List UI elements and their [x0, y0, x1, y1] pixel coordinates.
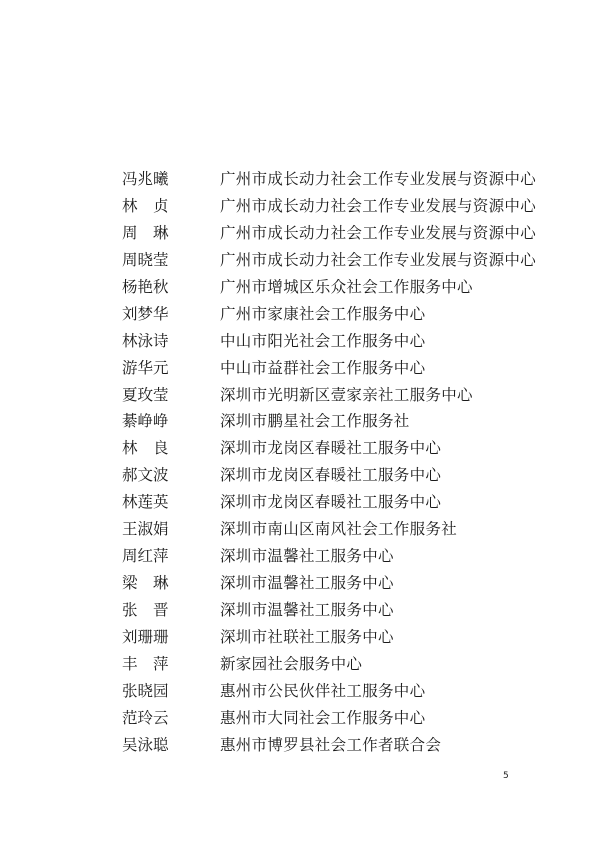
list-item	[122, 193, 542, 220]
organization-name: 中山市益群社会工作服务中心	[220, 358, 426, 377]
organization-name: 深圳市温馨社工服务中心	[220, 601, 394, 619]
person-name: 吴泳聪	[122, 735, 169, 754]
organization-name: 深圳市南山区南风社会工作服务社	[220, 520, 458, 539]
organization-name: 深圳市温馨社工服务中心	[220, 547, 394, 566]
person-name: 王淑娟	[122, 520, 169, 539]
list-item	[122, 624, 542, 651]
organization-name: 深圳市温馨社工服务中心	[220, 574, 394, 593]
list-item	[122, 166, 542, 193]
list-item	[122, 274, 542, 301]
list-item	[122, 597, 542, 624]
page-number: 5	[503, 771, 509, 781]
organization-name: 深圳市光明新区壹家亲社工服务中心	[220, 385, 473, 404]
list-item	[122, 678, 542, 705]
organization-name: 广州市成长动力社会工作专业发展与资源中心	[220, 170, 537, 188]
list-item	[122, 489, 542, 516]
person-name: 周 琳	[122, 223, 169, 242]
person-name: 刘珊珊	[122, 627, 169, 646]
organization-name: 深圳市龙岗区春暖社工服务中心	[220, 493, 442, 512]
person-name: 张 晋	[122, 601, 169, 619]
list-item	[122, 543, 542, 570]
organization-name: 新家园社会服务中心	[220, 654, 363, 673]
list-item	[122, 570, 542, 597]
person-name: 杨艳秋	[122, 277, 169, 296]
organization-name: 深圳市鹏星社会工作服务社	[220, 412, 410, 431]
list-item	[122, 462, 542, 489]
organization-name: 广州市成长动力社会工作专业发展与资源中心	[220, 223, 537, 242]
organization-name: 惠州市公民伙伴社工服务中心	[220, 681, 426, 700]
person-name: 冯兆曦	[122, 170, 169, 188]
person-name: 游华元	[122, 358, 169, 377]
organization-name: 惠州市大同社会工作服务中心	[220, 708, 426, 727]
person-name: 郝文波	[122, 466, 169, 485]
list-item	[122, 732, 542, 759]
list-item	[122, 328, 542, 355]
list-item	[122, 705, 542, 732]
person-name: 林 贞	[122, 196, 169, 215]
list-item	[122, 301, 542, 328]
person-name: 范玲云	[122, 708, 169, 727]
list-item	[122, 435, 542, 462]
organization-name: 深圳市龙岗区春暖社工服务中心	[220, 466, 442, 485]
person-name: 林莲英	[122, 493, 169, 512]
person-name: 周红萍	[122, 547, 169, 566]
list-item	[122, 382, 542, 409]
person-name: 张晓园	[122, 681, 169, 700]
name-list	[122, 166, 542, 759]
list-item	[122, 651, 542, 678]
person-name: 刘梦华	[122, 304, 169, 323]
list-item	[122, 408, 542, 435]
organization-name: 广州市成长动力社会工作专业发展与资源中心	[220, 250, 537, 269]
person-name: 林 良	[122, 439, 169, 458]
organization-name: 惠州市博罗县社会工作者联合会	[220, 735, 442, 754]
list-item	[122, 355, 542, 382]
organization-name: 广州市成长动力社会工作专业发展与资源中心	[220, 196, 537, 215]
organization-name: 深圳市龙岗区春暖社工服务中心	[220, 439, 442, 458]
list-item	[122, 247, 542, 274]
list-item	[122, 220, 542, 247]
organization-name: 中山市阳光社会工作服务中心	[220, 331, 426, 350]
person-name: 周晓莹	[122, 250, 169, 269]
organization-name: 广州市家康社会工作服务中心	[220, 304, 426, 323]
person-name: 丰 萍	[122, 654, 169, 673]
person-name: 梁 琳	[122, 574, 169, 593]
person-name: 林泳诗	[122, 331, 169, 350]
organization-name: 广州市增城区乐众社会工作服务中心	[220, 277, 473, 296]
organization-name: 深圳市社联社工服务中心	[220, 627, 394, 646]
list-item	[122, 516, 542, 543]
person-name: 夏玫莹	[122, 385, 169, 404]
person-name: 綦峥峥	[122, 412, 169, 431]
